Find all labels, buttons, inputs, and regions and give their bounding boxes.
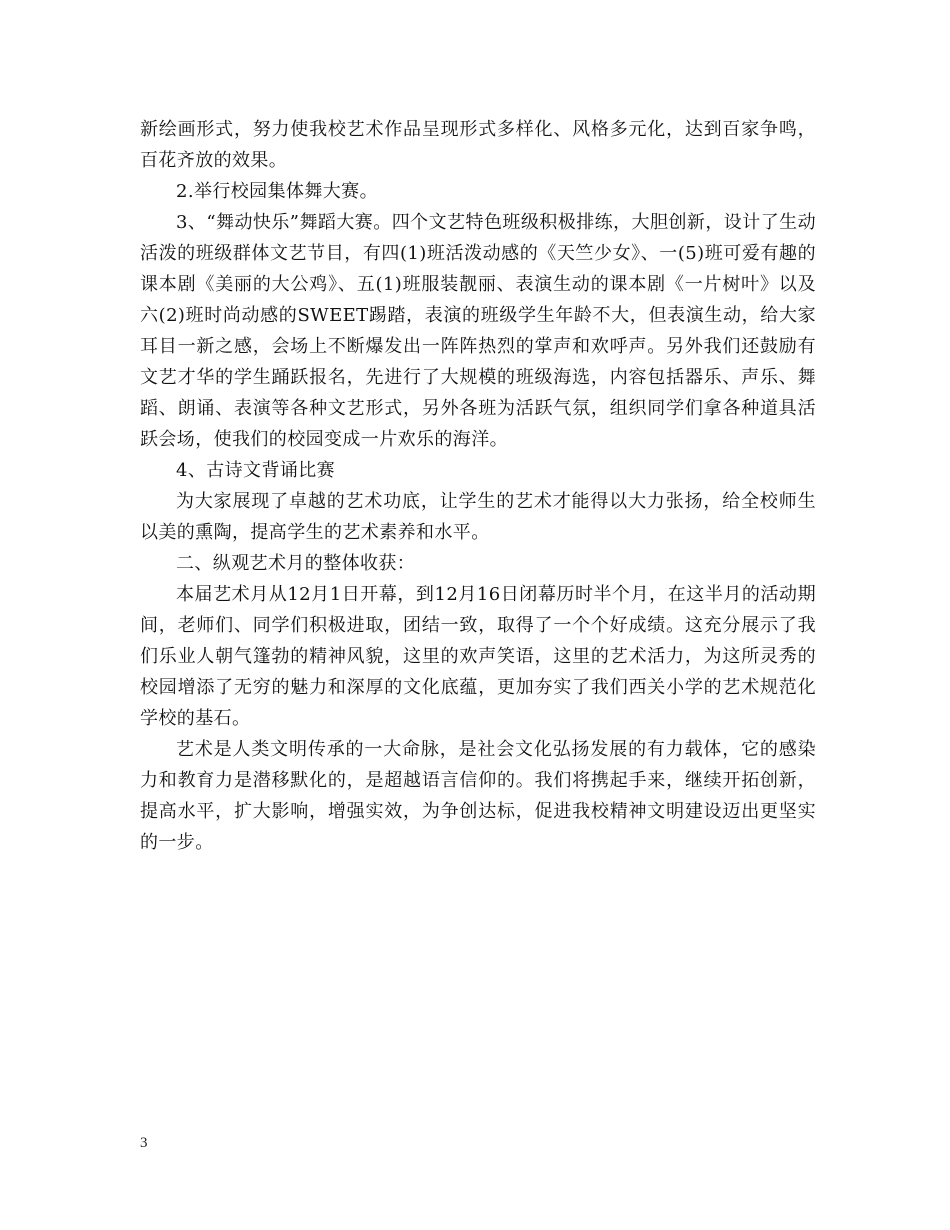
paragraph-poetry-description: 为大家展现了卓越的艺术功底，让学生的艺术才能得以大力张扬，给全校师生以美的熏陶，提高学生的艺术素养和水平。 (140, 491, 816, 543)
section-heading-2: 二、纵观艺术月的整体收获： (176, 553, 416, 574)
paragraph-continued: 新绘画形式，努力使我校艺术作品呈现形式多样化、风格多元化，达到百家争鸣，百花齐放的效果。 (140, 119, 816, 171)
paragraph-conclusion: 艺术是人类文明传承的一大命脉，是社会文化弘扬发展的有力载体，它的感染力和教育力是潜移默化的，是超越语言信仰的。我们将携起手来，继续开拓创新，提高水平，扩大影响，增强实效，为争创达标，促进我校精神文明建设迈出更坚实的一步。 (140, 739, 816, 853)
paragraph-item-4: 4、古诗文背诵比赛 (176, 460, 336, 481)
paragraph-summary: 本届艺术月从12月1日开幕，到12月16日闭幕历时半个月，在这半月的活动期间，老师们、同学们积极进取，团结一致，取得了一个个好成绩。这充分展示了我们乐业人朝气篷勃的精神风貌，这里的欢声笑语，这里的艺术活力，为这所灵秀的校园增添了无穷的魅力和深厚的文化底蕴，更加夯实了我们西关小学的艺术规范化学校的基石。 (140, 584, 816, 729)
paragraph-item-3: 3、“舞动快乐”舞蹈大赛。四个文艺特色班级积极排练，大胆创新，设计了生动活泼的班级群体文艺节目，有四(1)班活泼动感的《天竺少女》、一(5)班可爱有趣的课本剧《美丽的大公鸡》、五(1)班服装靓丽、表演生动的课本剧《一片树叶》以及六(2)班时尚动感的SWEET踢踏，表演的班级学生年龄不大，但表演生动，给大家耳目一新之感，会场上不断爆发出一阵阵热烈的掌声和欢呼声。另外我们还鼓励有文艺才华的学生踊跃报名，先进行了大规模的班级海选，内容包括器乐、声乐、舞蹈、朗诵、表演等各种文艺形式，另外各班为活跃气氛，组织同学们拿各种道具活跃会场，使我们的校园变成一片欢乐的海洋。 (140, 212, 816, 450)
page-number: 3 (140, 1135, 148, 1151)
paragraph-item-2: 2.举行校园集体舞大赛。 (176, 181, 378, 202)
document-body (140, 114, 816, 858)
